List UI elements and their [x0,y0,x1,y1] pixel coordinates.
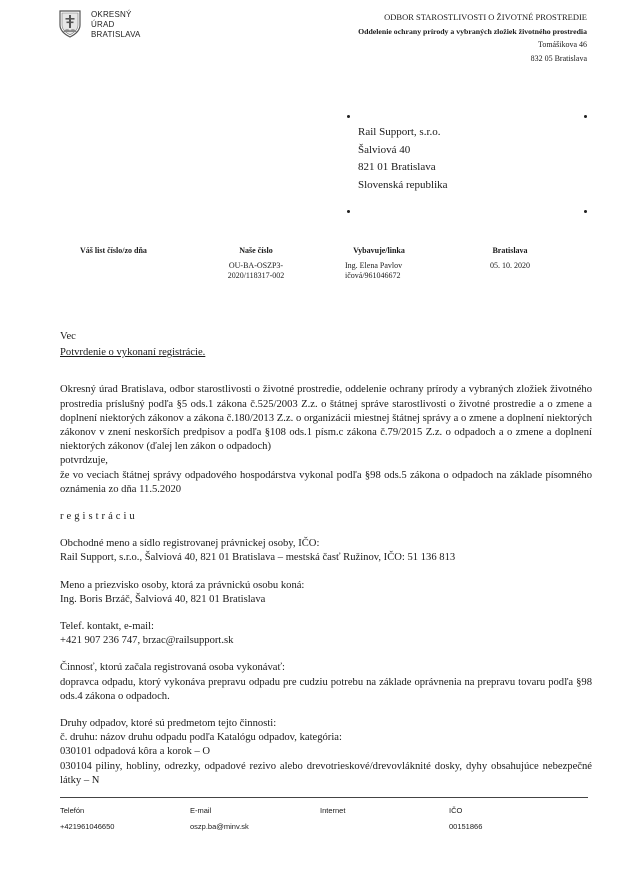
office-name-line-3: BRATISLAVA [91,30,141,39]
division-name: Oddelenie ochrany prírody a vybraných zložiek životného prostredia [358,26,587,36]
waste-item-2: 030104 piliny, hobliny, odrezky, odpadové rezivo alebo drevotrieskové/drevovláknité dosky, dyhy obsahujúce nebezpečné látky – N [60,760,592,786]
intro-paragraph: Okresný úrad Bratislava, odbor starostlivosti o životné prostredie, oddelenie ochrany prírody a vybraných zložiek životného prostredia príslušný podľa §5 ods.1 zákona č.525/2003 Z.z. o štátnej správe starostlivosti o životné prostredie a o zmene a doplnení niektorých zákonov a zákona č.180/2013 Z.z. o organizácii miestnej štátnej správy a o zmene a doplnení niektorých zákonov v znení neskorších predpisov a podľa §108 ods.1 písm.c zákona č.79/2015 Z.z. o odpadoch a o zmene a doplnení niektorých zákonov (ďalej len zákon o odpadoch) [60,384,592,453]
waste-label: Druhy odpadov, ktoré sú predmetom tejto činnosti: [60,718,277,730]
person-value: Ing. Boris Brzáč, Šalviová 40, 821 01 Bratislava [60,593,266,605]
sender-street: Tomášikova 46 [538,40,587,50]
contact-value: +421 907 236 747, brzac@railsupport.sk [60,635,234,647]
footer-phone [60,803,114,835]
window-mark [584,210,587,213]
ref-label: Váš list číslo/zo dňa [80,246,147,255]
contact-label: Telef. kontakt, e-mail: [60,621,154,633]
waste-header: č. druhu: názov druhu odpadu podľa Katalógu odpadov, kategória: [60,732,342,744]
sender-city: 832 05 Bratislava [530,53,587,63]
footer-label: IČO [449,806,463,815]
waste-item-1: 030101 odpadová kôra a korok – O [60,746,211,758]
office-name [91,10,141,40]
activity-label: Činnosť, ktorú začala registrovaná osoba vykonávať: [60,662,285,674]
ref-value: ičová/961046672 [345,271,401,280]
ref-your-letter [80,246,147,261]
ref-value: OU-BA-OSZP3- [228,260,284,270]
person-label: Meno a priezvisko osoby, ktorá za právnickú osobu koná: [60,579,305,591]
recipient-city: 821 01 Bratislava [358,161,436,173]
ref-label: Naše číslo [239,246,273,255]
footer-label: Internet [320,806,346,815]
ref-value: Ing. Elena Pavlov [345,260,403,270]
footer-value: +421961046650 [60,822,115,831]
footer-divider [60,797,588,798]
ref-value: 2020/118317-002 [227,271,285,280]
ref-label: Bratislava [492,246,528,255]
footer-ico [449,803,482,835]
registraciu-heading: registráciu [60,511,138,523]
window-mark [347,115,350,118]
footer-value: oszp.ba@minv.sk [190,822,249,831]
company-label: Obchodné meno a sídlo registrovanej právnickej osoby, IČO: [60,538,320,550]
recipient-address [358,124,448,194]
recipient-name: Rail Support, s.r.o. [358,126,441,138]
ref-place-date [482,246,538,271]
department-name: ODBOR STAROSTLIVOSTI O ŽIVOTNÉ PROSTREDIE [384,12,587,22]
coat-of-arms-icon [59,10,81,38]
potvrdzuje-text: potvrdzuje, [60,455,108,467]
window-mark [347,210,350,213]
recipient-country: Slovenská republika [358,178,448,191]
office-name-line-2: ÚRAD [91,20,115,29]
footer-email [190,803,249,835]
vec-label: Vec [60,331,76,342]
subject-line: Potvrdenie o vykonaní registrácie. [60,347,206,359]
footer-internet [320,803,345,819]
footer-label: Telefón [60,806,85,815]
ze-paragraph: že vo veciach štátnej správy odpadového hospodárstva vykonal podľa §98 ods.5 zákona o odpadoch na základe písomného oznámenia zo dňa 11.5.2020 [60,469,592,495]
ref-handled-by [345,246,413,282]
recipient-street: Šalviová 40 [358,143,411,156]
sender-block [358,11,587,65]
ref-label: Vybavuje/linka [353,246,405,255]
ref-value: 05. 10. 2020 [490,260,530,270]
window-mark [584,115,587,118]
ref-our-number [216,246,296,282]
company-value: Rail Support, s.r.o., Šalviová 40, 821 01 Bratislava – mestská časť Ružinov, IČO: 51 136 813 [60,552,456,564]
office-name-line-1: OKRESNÝ [91,10,132,19]
footer-value: 00151866 [449,822,483,831]
letter-body [60,330,592,788]
activity-value: dopravca odpadu, ktorý vykonáva prepravu odpadu pre cudziu potrebu na základe oprávnenia na prepravu tovaru podľa §98 ods.4 zákona o odpadoch. [60,676,592,702]
footer-label: E-mail [190,806,212,815]
